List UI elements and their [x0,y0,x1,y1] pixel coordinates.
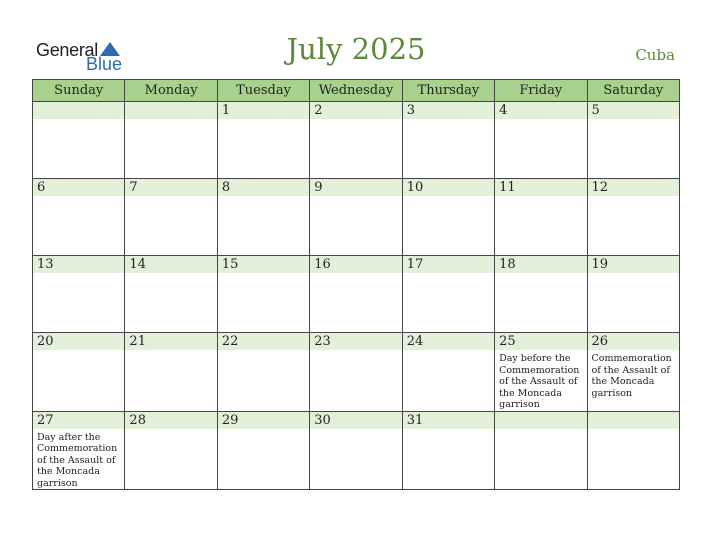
day-number: 12 [588,179,679,196]
day-cell [402,256,494,333]
calendar-grid [32,79,680,490]
day-cell [402,179,494,256]
day-number: 30 [310,412,401,429]
day-number: 13 [33,256,124,273]
day-cell [217,411,309,490]
week-row [33,179,680,256]
day-cell [402,411,494,490]
day-cell [217,102,309,179]
day-number: 15 [218,256,309,273]
day-number: 1 [218,102,309,119]
week-row [33,411,680,490]
day-cell [587,256,679,333]
day-cell [587,333,679,412]
day-number: 8 [218,179,309,196]
day-number: 10 [403,179,494,196]
weekday-header-row [33,80,680,102]
weekday-header: Friday [495,80,587,102]
day-number: 29 [218,412,309,429]
day-number: 24 [403,333,494,350]
day-cell [310,411,402,490]
day-cell [310,102,402,179]
week-row [33,256,680,333]
weekday-header: Wednesday [310,80,402,102]
day-number: 16 [310,256,401,273]
day-number: 28 [125,412,216,429]
day-cell [33,411,125,490]
day-cell [495,411,587,490]
weekday-header: Thursday [402,80,494,102]
page-title: July 2025 [286,32,426,66]
day-number: 27 [33,412,124,429]
day-number: 5 [588,102,679,119]
day-number: 3 [403,102,494,119]
day-cell [587,179,679,256]
weekday-header: Tuesday [217,80,309,102]
day-number: 2 [310,102,401,119]
day-cell [217,333,309,412]
day-cell [310,179,402,256]
day-number: 21 [125,333,216,350]
day-number [588,412,679,429]
day-number: 20 [33,333,124,350]
day-cell [495,179,587,256]
holiday-label: Day after the Commemoration of the Assault of the Moncada garrison [37,431,118,489]
holiday-label: Day before the Commemoration of the Assault of the Moncada garrison [499,353,580,410]
day-number: 6 [33,179,124,196]
day-number: 18 [495,256,586,273]
weekday-header: Sunday [33,80,125,102]
week-row [33,102,680,179]
day-number: 23 [310,333,401,350]
day-cell [217,256,309,333]
day-number: 11 [495,179,586,196]
day-cell [402,333,494,412]
day-number: 7 [125,179,216,196]
day-cell [33,256,125,333]
day-cell [495,333,587,412]
day-cell [33,179,125,256]
day-cell [587,102,679,179]
day-cell [587,411,679,490]
day-cell [125,256,217,333]
day-cell [125,102,217,179]
logo-word-blue: Blue [86,54,123,74]
day-cell [495,256,587,333]
weekday-header: Monday [125,80,217,102]
day-number: 25 [495,333,586,350]
week-row [33,333,680,412]
day-cell [402,102,494,179]
day-number: 4 [495,102,586,119]
day-number: 14 [125,256,216,273]
day-cell [125,179,217,256]
day-number: 26 [588,333,679,350]
day-cell [217,179,309,256]
day-cell [310,256,402,333]
day-cell [125,333,217,412]
day-number: 9 [310,179,401,196]
logo-word-general: General [36,40,98,60]
day-cell [33,333,125,412]
day-number: 19 [588,256,679,273]
day-cell [33,102,125,179]
country-label: Cuba [635,46,675,64]
day-cell [125,411,217,490]
day-number [495,412,586,429]
holiday-label: Commemoration of the Assault of the Moncada garrison [591,353,672,399]
day-cell [310,333,402,412]
weekday-header: Saturday [587,80,679,102]
day-cell [495,102,587,179]
day-number: 22 [218,333,309,350]
day-number: 31 [403,412,494,429]
day-number [125,102,216,119]
day-number: 17 [403,256,494,273]
day-number [33,102,124,119]
